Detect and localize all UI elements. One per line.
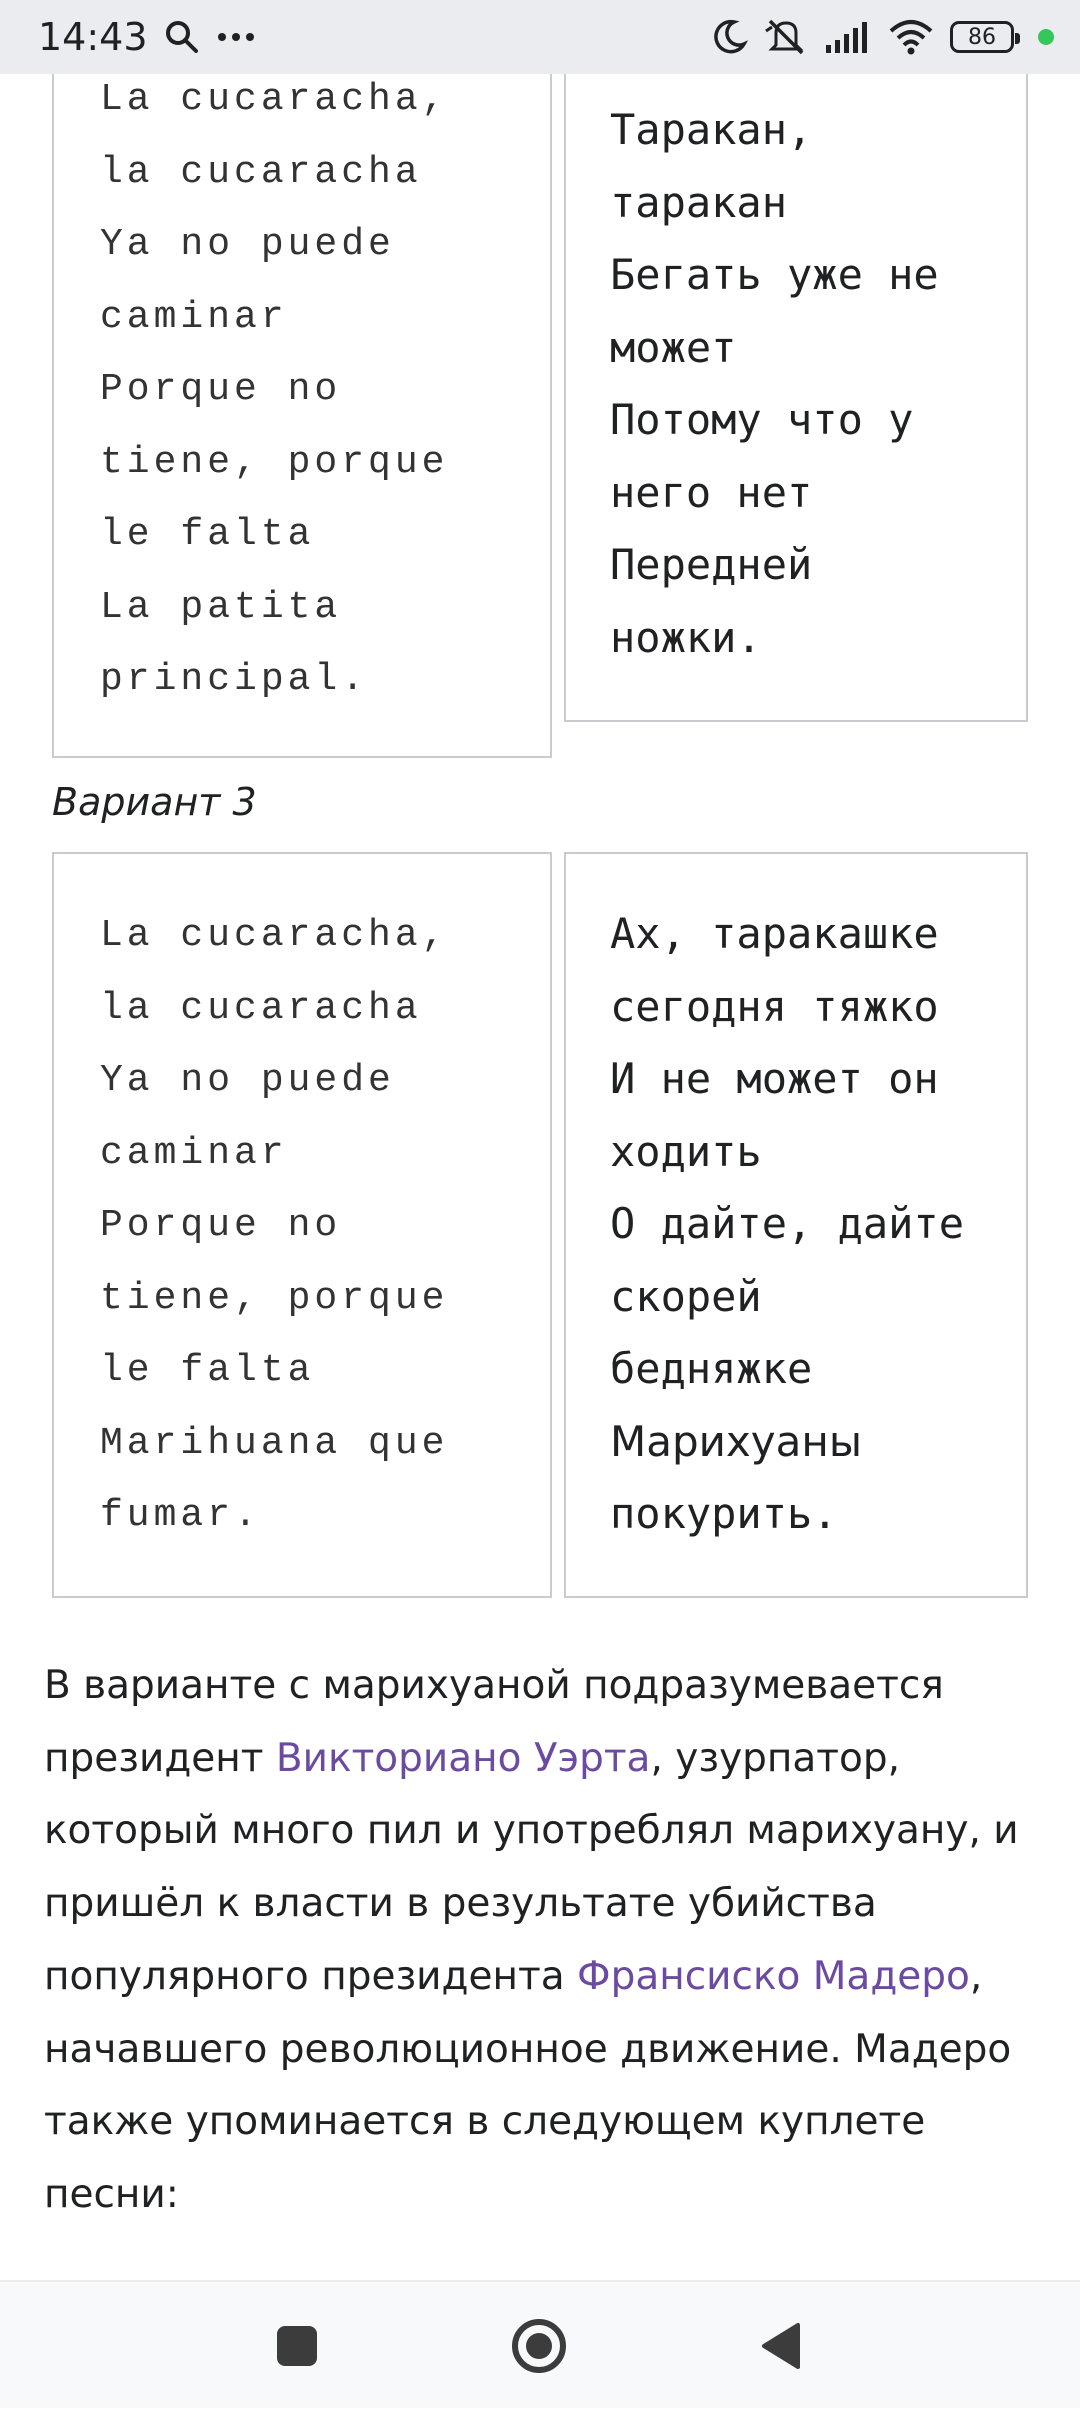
verse-line: О дайте, дайте (610, 1199, 965, 1248)
verse-line: покурить. (610, 1489, 838, 1538)
signal-icon (824, 21, 872, 53)
status-bar (0, 0, 1080, 74)
paragraph-line: также упоминается в следующем куплете (44, 2099, 926, 2145)
verse-line: le falta (100, 1349, 315, 1392)
verse-line: может (610, 322, 737, 372)
verse-russian-cell (564, 40, 1028, 722)
paragraph-line: начавшего революционное движение. Мадеро (44, 2026, 1012, 2072)
paragraph-line: песни: (44, 2171, 179, 2217)
verse-line: Ах, таракашке (610, 909, 939, 958)
verse-line: tiene, porque (100, 1276, 449, 1320)
triangle-back-icon (758, 2321, 802, 2371)
battery-level: 86 (968, 24, 996, 50)
verse-line: скорей (610, 1271, 762, 1321)
marijuana-link[interactable]: Марихуаны (610, 1416, 862, 1466)
verse-line: fumar. (100, 1494, 261, 1537)
verse-line: La cucaracha, (100, 914, 449, 957)
verse-line: Потому что у (610, 395, 914, 444)
verse-line: caminar (100, 1131, 288, 1175)
wifi-icon (888, 19, 934, 55)
verse-line: le falta (100, 513, 315, 556)
verse-line: La cucaracha, (100, 78, 449, 121)
paragraph-line (44, 1941, 1044, 2014)
paragraph-text: популярного президента (44, 1953, 577, 1999)
home-button[interactable] (479, 2282, 599, 2410)
verse-line: Porque no (100, 1204, 342, 1247)
verse-spanish-cell (52, 852, 552, 1598)
square-icon (275, 2324, 319, 2368)
paragraph-line: который много пил и употреблял марихуану, и (44, 1808, 1019, 1854)
verse-line: Таракан, (610, 105, 813, 154)
variant-heading: Вариант 3 (52, 780, 257, 824)
article-paragraph (44, 1650, 1044, 2232)
verse-line: caminar (100, 295, 288, 339)
verse-line: бедняжке (610, 1344, 813, 1393)
verse-line: Porque no (100, 368, 342, 411)
paragraph-line (44, 1723, 1044, 1796)
paragraph-line: В варианте с марихуаной подразумевается (44, 1663, 944, 1708)
search-icon (164, 19, 200, 55)
privacy-indicator (1038, 29, 1054, 45)
verse-line: la cucaracha (100, 986, 422, 1030)
verse-line: La patita (100, 585, 342, 629)
battery-icon (950, 21, 1014, 53)
paragraph-text: , (969, 1953, 983, 1999)
paragraph-text: , узурпатор, (650, 1735, 901, 1781)
madero-link[interactable]: Франсиско Мадеро (577, 1953, 970, 1999)
circle-home-icon (509, 2316, 569, 2376)
clock: 14:43 (38, 15, 148, 59)
verse-line: И не может он (610, 1054, 939, 1103)
verse-spanish-cell (52, 40, 552, 758)
verse-line: principal. (100, 658, 369, 701)
verse-line: Передней (610, 540, 813, 589)
verse-line: него нет (610, 467, 813, 517)
navigation-bar (0, 2280, 1080, 2408)
verse-line: таракан (610, 177, 788, 227)
verse-line: Marihuana que (100, 1421, 449, 1465)
moon-icon (710, 18, 748, 56)
verse-line: ходить (610, 1126, 762, 1176)
paragraph-line: пришёл к власти в результате убийства (44, 1881, 877, 1927)
more-icon (216, 31, 256, 43)
verse-line: la cucaracha (100, 150, 422, 194)
mute-icon (764, 17, 808, 57)
back-button[interactable] (720, 2282, 840, 2410)
huerta-link[interactable]: Викториано Уэрта (275, 1735, 651, 1781)
verse-line: сегодня тяжко (610, 981, 939, 1031)
verse-russian-cell (564, 852, 1028, 1598)
verse-line: tiene, porque (100, 440, 449, 484)
verse-line: Ya no puede (100, 1059, 395, 1102)
verse-line: Ya no puede (100, 223, 395, 266)
paragraph-text: президент (44, 1735, 276, 1781)
verse-line: ножки. (610, 612, 762, 662)
recents-button[interactable] (237, 2282, 357, 2410)
verse-line: Бегать уже не (610, 250, 939, 299)
